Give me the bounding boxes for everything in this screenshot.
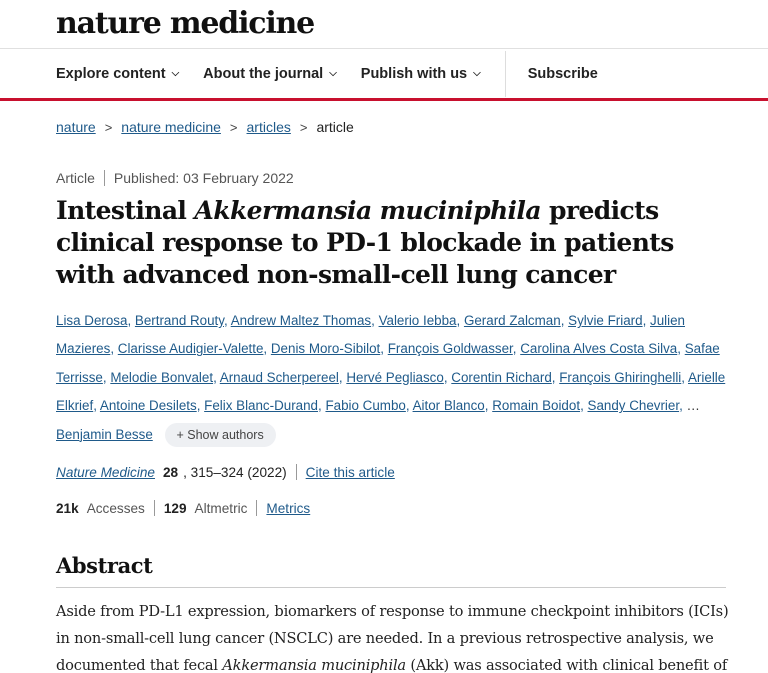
show-authors-button[interactable]: + Show authors: [165, 423, 276, 447]
author-link[interactable]: Bertrand Routy: [134, 313, 224, 328]
volume: 28: [162, 464, 179, 480]
author-link[interactable]: Andrew Maltez Thomas: [230, 313, 372, 328]
author-link[interactable]: Romain Boidot: [492, 398, 581, 414]
article-metrics: [56, 500, 310, 516]
author-link[interactable]: Melodie Bonvalet: [110, 369, 214, 385]
author-link[interactable]: Clarisse Audigier-Valette: [117, 341, 264, 357]
author-link[interactable]: Carolina Alves Costa Silva: [520, 341, 678, 357]
accesses-count: 21k: [56, 500, 79, 516]
nav-divider: [505, 51, 506, 97]
publish-date: Published: 03 February 2022: [113, 170, 294, 186]
author-link[interactable]: Valerio Iebba: [378, 313, 457, 328]
site-header: [0, 0, 768, 101]
author-link[interactable]: Corentin Richard: [451, 369, 552, 385]
article-meta: [56, 170, 294, 186]
breadcrumb-link[interactable]: nature medicine: [121, 119, 221, 135]
metrics-divider: [256, 500, 257, 516]
meta-divider: [104, 170, 105, 186]
cite-this-article-link[interactable]: Cite this article: [305, 464, 395, 480]
citation-divider: [296, 464, 297, 480]
author-link[interactable]: Lisa Derosa: [56, 313, 128, 328]
author-link[interactable]: François Goldwasser: [387, 341, 513, 357]
author-link[interactable]: Arielle Elkrief: [56, 369, 726, 414]
abstract-line: in non-small-cell lung cancer (NSCLC) are needed. In a previous retrospective analysis, we: [56, 630, 714, 647]
author-link[interactable]: Sandy Chevrier: [587, 398, 680, 414]
chevron-right-icon: >: [229, 119, 238, 135]
article-title: [56, 195, 736, 291]
nav-subscribe[interactable]: [528, 66, 598, 82]
abstract-heading: Abstract: [56, 553, 153, 578]
header-divider: [0, 48, 768, 49]
author-link[interactable]: Arnaud Scherpereel: [219, 369, 339, 385]
accesses-label: Accesses: [86, 500, 145, 516]
author-link[interactable]: Hervé Pegliasco: [346, 369, 444, 385]
author-link[interactable]: Aitor Blanco: [412, 398, 485, 414]
article-type: Article: [56, 170, 95, 186]
abstract-species: Akkermansia muciniphila: [222, 657, 406, 673]
main-nav: [56, 50, 622, 97]
journal-logo[interactable]: nature medicine: [56, 6, 315, 41]
title-text: Intestinal: [56, 196, 195, 225]
abstract-text: [56, 598, 736, 673]
author-link[interactable]: Denis Moro-Sibilot: [270, 341, 381, 357]
chevron-right-icon: >: [299, 119, 308, 135]
chevron-down-icon: ⌵: [473, 68, 481, 79]
chevron-down-icon: ⌵: [171, 68, 180, 79]
altmetric-label: Altmetric: [194, 500, 248, 516]
abstract-line: Aside from PD-L1 expression, biomarkers of response to immune checkpoint inhibitors (ICIs): [56, 603, 729, 620]
metrics-divider: [154, 500, 155, 516]
author-list: Lisa Derosa, Bertrand Routy, Andrew Maltez Thomas, Valerio Iebba, Gerard Zalcman, Sylvie Friard, Julien Mazieres, Clarisse Audigier-Valette, Denis Moro-Sibilot, François Goldwasser, Carolina Alves Costa Silva, Safae Terrisse, Melodie Bonvalet, Arnaud Scherpereel, Hervé Pegliasco, Corentin Richard, François Ghiringhelli, Arielle Elkrief, Antoine Desilets, Felix Blanc-Durand, Fabio Cumbo, Aitor Blanco, Romain Boidot, Sandy Chevrier, … Benjamin Besse + Show authors: [56, 307, 736, 449]
author-link[interactable]: François Ghiringhelli: [559, 369, 682, 385]
breadcrumb-link[interactable]: nature: [56, 119, 96, 135]
title-species: Akkermansia muciniphila: [194, 196, 541, 225]
nav-label: Subscribe: [527, 65, 598, 82]
nav-publish-with-us[interactable]: [361, 66, 481, 82]
chevron-right-icon: >: [104, 119, 113, 135]
author-link[interactable]: Julien Mazieres: [56, 313, 686, 357]
abstract-divider: [56, 587, 726, 588]
pages-year: , 315–324 (2022): [183, 464, 287, 480]
author-link[interactable]: Sylvie Friard: [568, 313, 643, 328]
nav-about-journal[interactable]: [203, 66, 337, 82]
nav-explore-content[interactable]: [56, 66, 179, 82]
author-link[interactable]: Antoine Desilets: [99, 398, 197, 414]
journal-link[interactable]: Nature Medicine: [56, 464, 155, 480]
altmetric-count: 129: [163, 500, 187, 516]
metrics-link[interactable]: Metrics: [266, 500, 311, 516]
title-text: predicts clinical response to PD-1 blockade in patients with advanced non-small-cell lung cancer: [56, 196, 674, 289]
chevron-down-icon: ⌵: [329, 68, 337, 79]
author-link[interactable]: Fabio Cumbo: [325, 398, 406, 414]
abstract-line: [56, 652, 736, 673]
author-link[interactable]: Benjamin Besse: [56, 426, 153, 442]
breadcrumb-link[interactable]: articles: [246, 119, 291, 135]
nav-label: Publish with us: [360, 65, 468, 82]
author-link[interactable]: Felix Blanc-Durand: [204, 398, 319, 414]
nav-label: About the journal: [203, 65, 324, 82]
author-link[interactable]: Safae Terrisse: [56, 341, 720, 385]
breadcrumb: [56, 119, 354, 135]
nav-label: Explore content: [56, 65, 166, 82]
author-link[interactable]: Gerard Zalcman: [463, 313, 561, 328]
abstract-text-run: (Akk) was associated with clinical benefit of: [405, 657, 728, 673]
author-ellipsis: …: [686, 398, 700, 414]
abstract-text-run: documented that fecal: [56, 657, 223, 673]
breadcrumb-current: article: [316, 119, 354, 135]
citation-line: [56, 464, 395, 480]
